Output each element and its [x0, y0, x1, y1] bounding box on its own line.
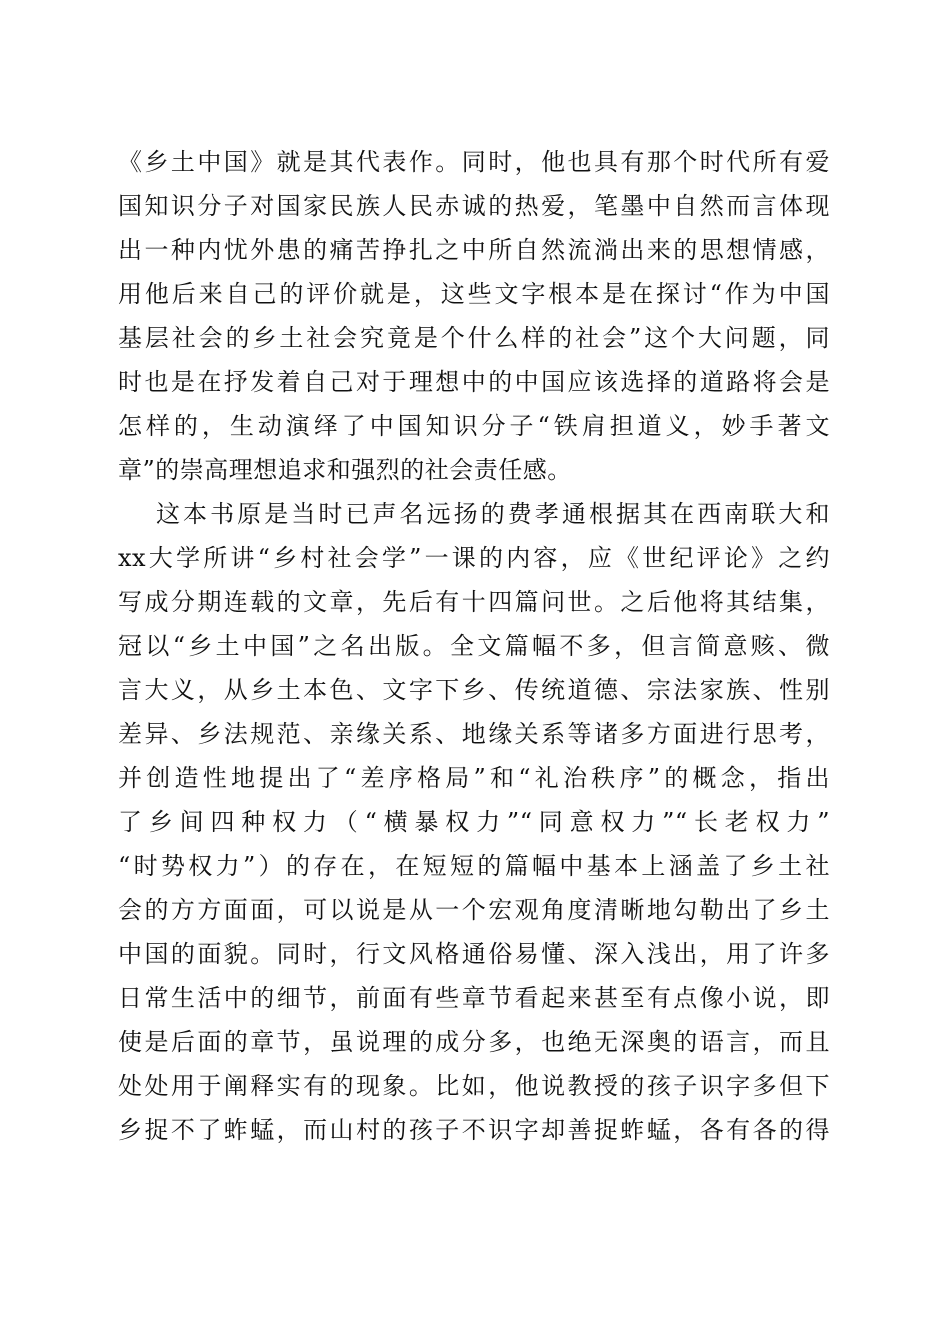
text-line: 会的方方面面，可以说是从一个宏观角度清晰地勾勒出了乡土 [118, 896, 830, 924]
text-line: 写成分期连载的文章，先后有十四篇问世。之后他将其结集， [118, 588, 830, 616]
text-line: 国知识分子对国家民族人民赤诚的热爱，笔墨中自然而言体现 [118, 192, 830, 220]
text-line: xx大学所讲“乡村社会学”一课的内容，应《世纪评论》之约 [118, 544, 830, 572]
text-line: 日常生活中的细节，前面有些章节看起来甚至有点像小说，即 [118, 984, 830, 1012]
text-line: 《乡土中国》就是其代表作。同时，他也具有那个时代所有爱 [118, 148, 830, 176]
text-line: 中国的面貌。同时，行文风格通俗易懂、深入浅出，用了许多 [118, 940, 830, 968]
text-line: 怎样的，生动演绎了中国知识分子“铁肩担道义，妙手著文 [118, 412, 830, 440]
body-text [118, 140, 830, 1152]
paragraph-first-line: 这本书原是当时已声名远扬的费孝通根据其在西南联大和 [156, 500, 830, 528]
text-line: 基层社会的乡土社会究竟是个什么样的社会”这个大问题，同 [118, 324, 830, 352]
text-line: 章”的崇高理想追求和强烈的社会责任感。 [118, 456, 572, 484]
text-line: 乡捉不了蚱蜢，而山村的孩子不识字却善捉蚱蜢，各有各的得 [118, 1116, 830, 1144]
text-line: 言大义，从乡土本色、文字下乡、传统道德、宗法家族、性别 [118, 676, 830, 704]
text-line: 冠以“乡土中国”之名出版。全文篇幅不多，但言简意赅、微 [118, 632, 830, 660]
text-line: 了乡间四种权力（“横暴权力”“同意权力”“长老权力” [118, 808, 830, 836]
text-line: 差异、乡法规范、亲缘关系、地缘关系等诸多方面进行思考， [118, 720, 830, 748]
text-line: 处处用于阐释实有的现象。比如，他说教授的孩子识字多但下 [118, 1072, 830, 1100]
text-line: 出一种内忧外患的痛苦挣扎之中所自然流淌出来的思想情感， [118, 236, 830, 264]
text-line: “时势权力”）的存在，在短短的篇幅中基本上涵盖了乡土社 [118, 852, 830, 880]
text-line: 并创造性地提出了“差序格局”和“礼治秩序”的概念，指出 [118, 764, 830, 792]
text-line: 时也是在抒发着自己对于理想中的中国应该选择的道路将会是 [118, 368, 830, 396]
text-line: 用他后来自己的评价就是，这些文字根本是在探讨“作为中国 [118, 280, 830, 308]
text-line: 使是后面的章节，虽说理的成分多，也绝无深奥的语言，而且 [118, 1028, 830, 1056]
